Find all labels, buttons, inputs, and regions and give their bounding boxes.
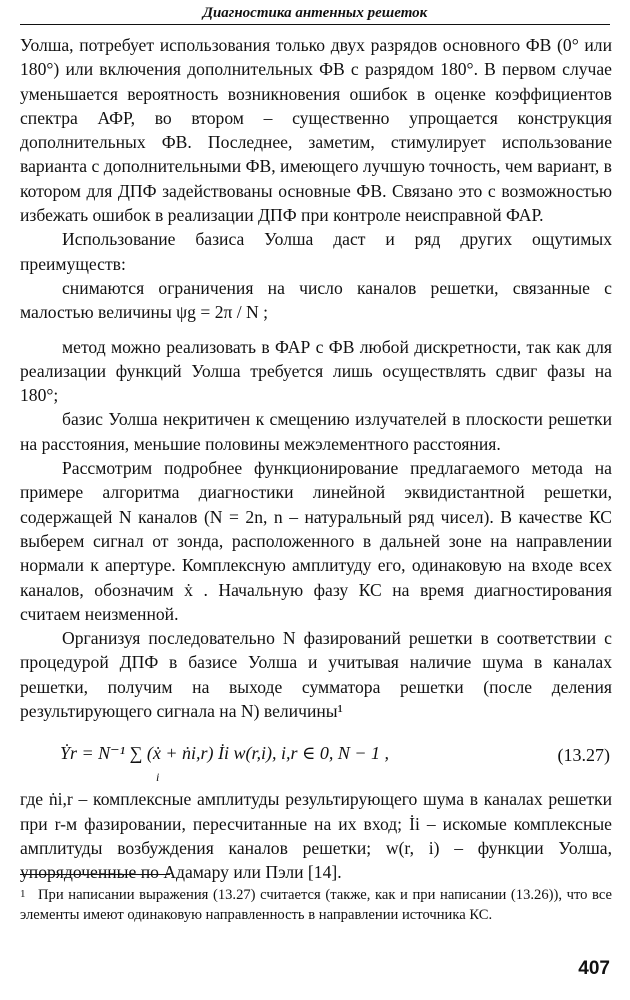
page-number: 407 xyxy=(578,958,610,979)
running-header xyxy=(20,2,610,25)
equation-sum-index: i xyxy=(156,770,160,785)
footnote-rule xyxy=(20,874,170,875)
equation-13-27 xyxy=(20,729,612,785)
paragraph-1: Уолша, потребует использования только двух разрядов основного ФВ (0° или 180°) или включения дополнительных ФВ с разрядом 180°. В первом случае уменьшается вероятность возникновения ошибок в оценке коэффициентов спектра АФР, во втором – существенно упрощается конструкция дополнительных ФВ. Последнее, заметим, стимулирует использование варианта с дополнительными ФВ, имеющего лучшую точность, чем вариант, в котором для ДПФ задействованы основные ФВ. Связано это с возможностью избежать ошибок в реализации ДПФ при контроле неисправной ФАР. xyxy=(20,35,612,226)
equation-number: (13.27) xyxy=(557,745,610,766)
footnote-text: При написании выражения (13.27) считается (также, как и при написании (13.26)), что все элементы имеют одинаковую направленность в направлении источника КС. xyxy=(20,887,612,923)
list-item-1: снимаются ограничения на число каналов решетки, связанные с малостью величины ψg = 2π / N ; xyxy=(20,277,612,323)
paragraph-4: Организуя последовательно N фазирований решетки в соответствии с процедурой ДПФ в базисе Уолша и учитывая наличие шума в каналах решетки, получим на выходе сумматора решетки (после деления результирующего сигнала на N) величины¹ xyxy=(20,628,612,722)
paragraph-5: где ṅi,r – комплексные амплитуды результирующего шума в каналах решетки при r-м фазировании, пересчитанные на их вход; İi – искомые комплексные амплитуды возбуждения каналов решетки; w(r, i) – функции Уолша, упорядоченные по Адамару или Пэли [14]. xyxy=(20,789,612,883)
paragraph-3: Рассмотрим подробнее функционирование предлагаемого метода на примере алгоритма диагностики линейной эквидистантной решетки, содержащей N каналов (N = 2n, n – натуральный ряд чисел). В качестве КС выберем сигнал от зонда, расположенного в дальней зоне на направлении нормали к апертуре. Комплексную амплитуду его, одинаковую на входе всех каналов, обозначим ẋ . Начальную фазу КС на время диагностирования считаем неизменной. xyxy=(20,458,612,624)
footnote xyxy=(20,886,612,925)
header-title: Диагностика антенных решеток xyxy=(202,5,428,21)
equation-formula: Ẏr = N⁻¹ ∑ (ẋ + ṅi,r) İi w(r,i), i,r ∈ 0, N − 1 , xyxy=(60,743,390,764)
paragraph-2: Использование базиса Уолша даст и ряд других ощутимых преимуществ: xyxy=(20,229,612,274)
page-body xyxy=(20,33,612,885)
list-item-2: метод можно реализовать в ФАР с ФВ любой дискретности, так как для реализации функций Уолша требуется лишь осуществлять сдвиг фазы на 180°; xyxy=(20,336,612,406)
footnote-marker: 1 xyxy=(20,888,26,900)
list-item-3: базис Уолша некритичен к смещению излучателей в плоскости решетки на расстояния, меньшие половины межэлементного расстояния. xyxy=(20,409,612,454)
